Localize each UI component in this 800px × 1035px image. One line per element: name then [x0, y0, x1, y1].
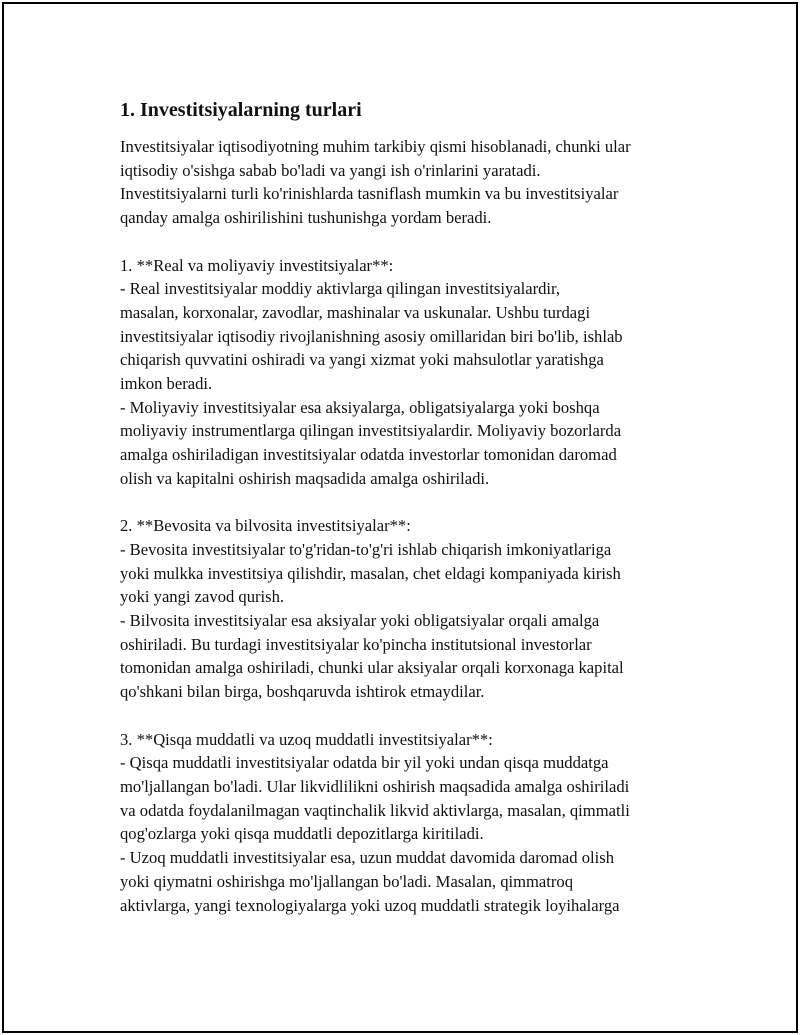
document-page: [2, 2, 798, 1033]
section-heading: 1. Investitsiyalarning turlari: [120, 99, 362, 121]
section-body: Investitsiyalar iqtisodiyotning muhim tarkibiy qismi hisoblanadi, chunki ular iqtisodiy o'sishga sabab bo'ladi va yangi ish o'rinlarini yaratadi. Investitsiyalarni turli ko'rinishlarda tasniflash mumkin va bu investitsiyalar qanday amalga oshirilishini tushunishga yordam beradi. 1. **Real va moliyaviy investitsiyalar**: - Real investitsiyalar moddiy aktivlarga qilingan investitsiyalardir, masalan, korxonalar, zavodlar, mashinalar va uskunalar. Ushbu turdagi investitsiyalar iqtisodiy rivojlanishning asosiy omillaridan biri bo'lib, ishlab chiqarish quvvatini oshiradi va yangi xizmat yoki mahsulotlar yaratishga imkon beradi. - Moliyaviy investitsiyalar esa aksiyalarga, obligatsiyalarga yoki boshqa moliyaviy instrumentlarga qilingan investitsiyalardir. Moliyaviy bozorlarda amalga oshiriladigan investitsiyalar odatda investorlar tomonidan daromad olish va kapitalni oshirish maqsadida amalga oshiriladi. 2. **Bevosita va bilvosita investitsiyalar**: - Bevosita investitsiyalar to'g'ridan-to'g'ri ishlab chiqarish imkoniyatlariga yoki mulkka investitsiya qilishdir, masalan, chet eldagi kompaniyada kirish yoki yangi zavod qurish. - Bilvosita investitsiyalar esa aksiyalar yoki obligatsiyalar orqali amalga oshiriladi. Bu turdagi investitsiyalar ko'pincha institutsional investorlar tomonidan amalga oshiriladi, chunki ular aksiyalar orqali korxonaga kapital qo'shkani bilan birga, boshqaruvda ishtirok etmaydilar. 3. **Qisqa muddatli va uzoq muddatli investitsiyalar**: - Qisqa muddatli investitsiyalar odatda bir yil yoki undan qisqa muddatga mo'ljallangan bo'ladi. Ular likvidlilikni oshirish maqsadida amalga oshiriladi va odatda foydalanilmagan vaqtinchalik likvid aktivlarga, masalan, qimmatli qog'ozlarga yoki qisqa muddatli depozitlarga kiritiladi. - Uzoq muddatli investitsiyalar esa, uzun muddat davomida daromad olish yoki qiymatni oshirishga mo'ljallangan bo'ladi. Masalan, qimmatroq aktivlarga, yangi texnologiyalarga yoki uzoq muddatli strategik loyihalarga: [120, 137, 631, 915]
document-content: [120, 97, 680, 917]
